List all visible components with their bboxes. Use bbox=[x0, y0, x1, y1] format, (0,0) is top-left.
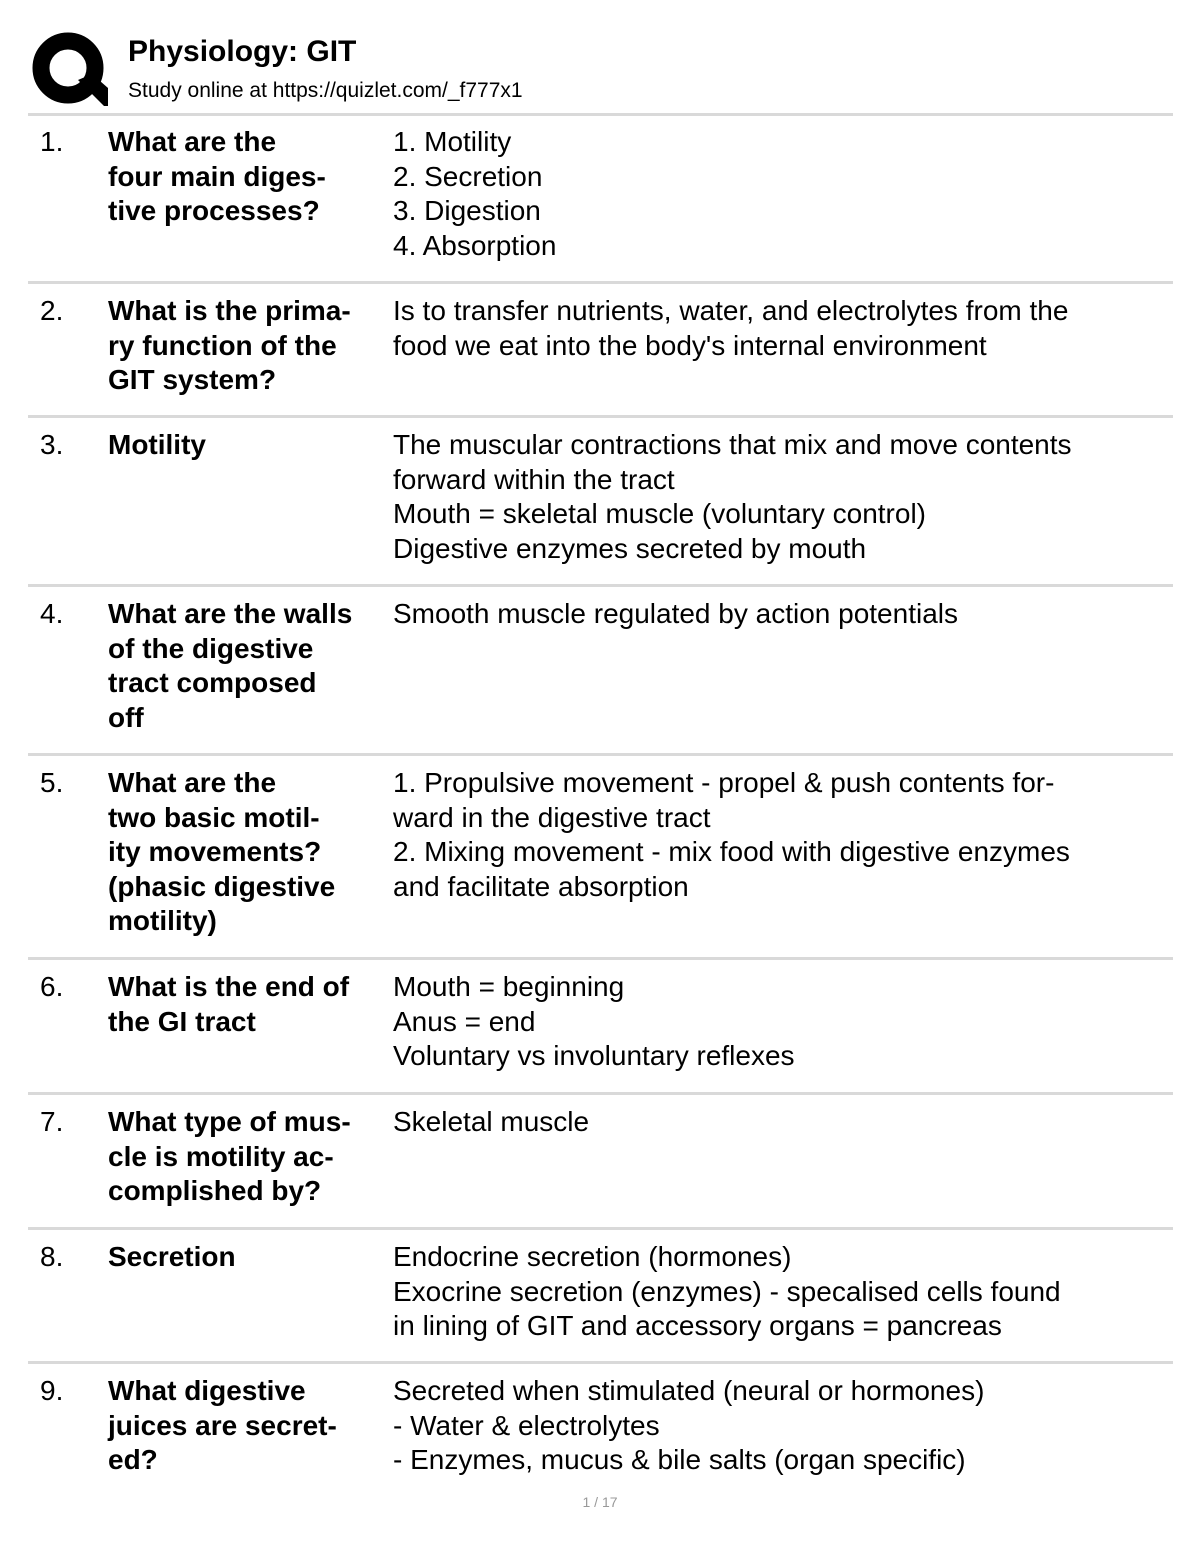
card-term: What are the walls of the digestive tract composed off bbox=[108, 598, 353, 733]
card-term: What digestive juices are secret- ed? bbox=[108, 1375, 337, 1475]
card-definition: Secreted when stimulated (neural or hormones) - Water & electrolytes - Enzymes, mucus & bile salts (organ specific) bbox=[393, 1375, 985, 1475]
page-number: 1 / 17 bbox=[582, 1494, 618, 1510]
study-online-link[interactable]: Study online at https://quizlet.com/_f777x1 bbox=[128, 79, 523, 102]
card-number: 7. bbox=[40, 1106, 64, 1137]
card-number: 4. bbox=[40, 598, 64, 629]
card-number: 9. bbox=[40, 1375, 64, 1406]
card-term: What type of mus- cle is motility ac- complished by? bbox=[108, 1106, 351, 1206]
card-definition: Endocrine secretion (hormones) Exocrine secretion (enzymes) - specalised cells found in lining of GIT and accessory organs = pancreas bbox=[393, 1241, 1061, 1341]
divider bbox=[28, 281, 1173, 284]
divider bbox=[28, 584, 1173, 587]
card-definition: The muscular contractions that mix and move contents forward within the tract Mouth = skeletal muscle (voluntary control) Digestive enzymes secreted by mouth bbox=[393, 429, 1072, 564]
divider bbox=[28, 753, 1173, 756]
card-term: What are the two basic motil- ity movements? (phasic digestive motility) bbox=[108, 767, 336, 936]
card-definition: 1. Motility 2. Secretion 3. Digestion 4. Absorption bbox=[393, 126, 557, 261]
card-definition: Smooth muscle regulated by action potentials bbox=[393, 598, 958, 629]
divider bbox=[28, 957, 1173, 960]
card-number: 2. bbox=[40, 295, 64, 326]
divider bbox=[28, 1227, 1173, 1230]
divider bbox=[28, 415, 1173, 418]
card-number: 3. bbox=[40, 429, 64, 460]
page-header bbox=[28, 30, 1173, 110]
document-title: Physiology: GIT bbox=[128, 35, 357, 68]
card-term: What are the four main diges- tive processes? bbox=[108, 126, 326, 226]
card-definition: Mouth = beginning Anus = end Voluntary vs involuntary reflexes bbox=[393, 971, 795, 1071]
card-term: What is the end of the GI tract bbox=[108, 971, 350, 1037]
divider bbox=[28, 113, 1173, 116]
card-definition: Is to transfer nutrients, water, and electrolytes from the food we eat into the body's internal environment bbox=[393, 295, 1069, 361]
quizlet-q-logo-icon bbox=[32, 32, 108, 108]
card-number: 5. bbox=[40, 767, 64, 798]
card-term: Motility bbox=[108, 429, 206, 460]
divider bbox=[28, 1361, 1173, 1364]
divider bbox=[28, 1092, 1173, 1095]
card-term: Secretion bbox=[108, 1241, 236, 1272]
card-number: 1. bbox=[40, 126, 64, 157]
card-number: 8. bbox=[40, 1241, 64, 1272]
card-term: What is the prima- ry function of the GIT system? bbox=[108, 295, 351, 395]
card-definition: Skeletal muscle bbox=[393, 1106, 590, 1137]
card-number: 6. bbox=[40, 971, 64, 1002]
card-definition: 1. Propulsive movement - propel & push contents for- ward in the digestive tract 2. Mixing movement - mix food with digestive enzymes and facilitate absorption bbox=[393, 767, 1070, 902]
